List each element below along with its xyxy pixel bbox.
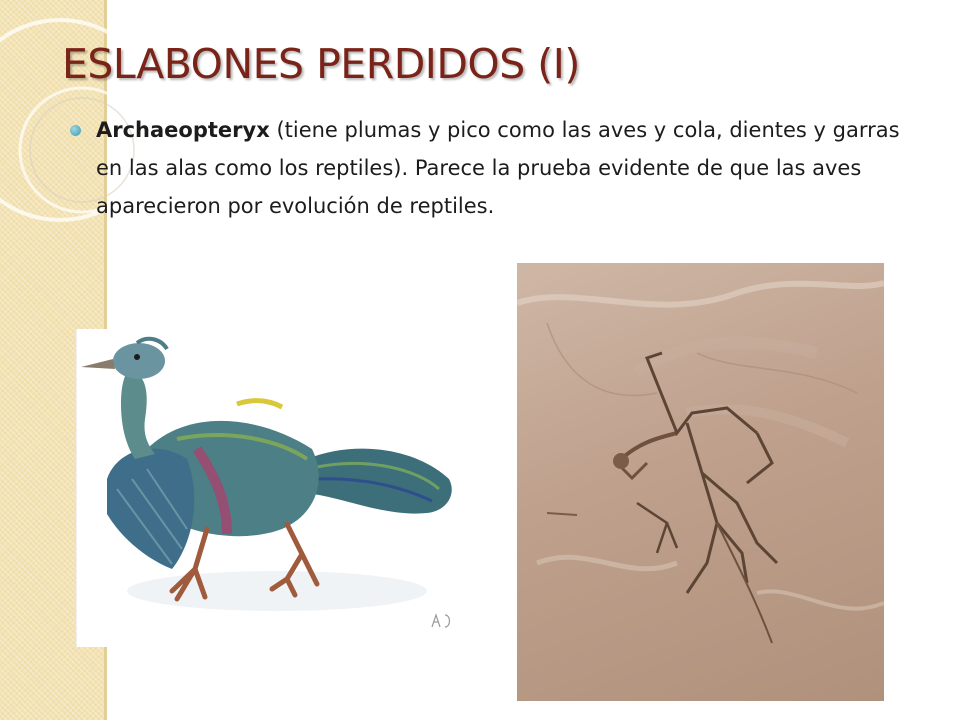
slide-title: ESLABONES PERDIDOS (I) <box>62 40 580 88</box>
bullet-text: (tiene plumas y pico como las aves y cola, dientes y garras en las alas como los reptiles). Parece la prueba evidente de que las aves aparecieron por evolución de reptiles. <box>96 118 900 218</box>
bullet-term: Archaeopteryx <box>96 118 270 142</box>
bullet-paragraph <box>96 111 916 225</box>
archaeopteryx-illustration <box>76 329 461 647</box>
archaeopteryx-fossil-photo <box>517 263 884 701</box>
bullet-icon <box>70 125 81 136</box>
